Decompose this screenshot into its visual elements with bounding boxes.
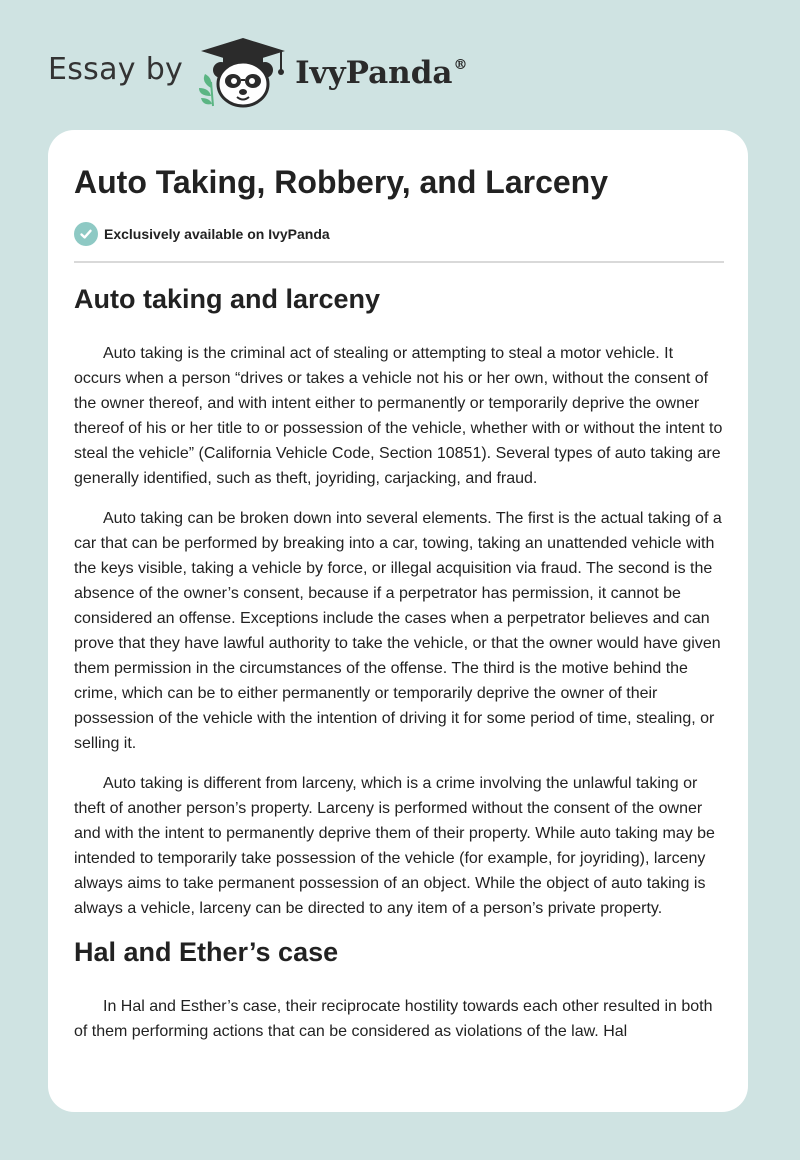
paragraph: Auto taking is the criminal act of stealing or attempting to steal a motor vehicle. It occurs when a person “drives or takes a vehicle not his or her own, without the consent of the owner thereof, and with intent either to permanently or temporarily deprive the owner thereof of his or her title to or possession of the vehicle, whether with or without the intent to steal the vehicle” (California Vehicle Code, Section 10851). Several types of auto taking are generally identified, such as theft, joyriding, carjacking, and fraud. xyxy=(74,345,723,487)
divider xyxy=(74,261,724,263)
paragraph: In Hal and Esther’s case, their reciprocate hostility towards each other resulted in both of them performing actions that can be considered as violations of the law. Hal xyxy=(74,998,713,1040)
brand-name[interactable]: IvyPanda® xyxy=(295,55,468,91)
essay-body xyxy=(74,278,724,1059)
section-heading: Auto taking and larceny xyxy=(74,284,381,314)
page-title: Auto Taking, Robbery, and Larceny xyxy=(74,164,608,200)
exclusive-badge xyxy=(74,222,330,246)
site-header xyxy=(48,36,468,108)
paragraph: Auto taking can be broken down into several elements. The first is the actual taking of a car that can be performed by breaking into a car, towing, taking an unattended vehicle with the keys visible, taking a vehicle by force, or illegal acquisition via fraud. The second is the absence of the owner’s consent, because if a perpetrator has permission, it cannot be considered an offense. Exceptions include the cases when a perpetrator believes and can prove that they have lawful authority to take the vehicle, or that the owner would have given them permission in the circumstances of the offense. The third is the motive behind the crime, which can be to either permanently or temporarily deprive the owner of their possession of the vehicle with the intention of driving it for some period of time, stealing, or selling it. xyxy=(74,510,722,752)
section-heading: Hal and Ether’s case xyxy=(74,937,339,967)
registered-mark: ® xyxy=(453,57,468,73)
essay-by-label: Essay by xyxy=(48,51,184,87)
check-circle-icon xyxy=(74,222,98,246)
essay-card xyxy=(48,130,748,1112)
paragraph: Auto taking is different from larceny, which is a crime involving the unlawful taking or theft of another person’s property. Larceny is performed without the consent of the owner and with the intent to permanently deprive them of their property. While auto taking may be intended to temporarily take possession of the vehicle (for example, for joyriding), larceny always aims to take permanent possession of an object. While the object of auto taking is always a vehicle, larceny can be directed to any item of a person’s private property. xyxy=(74,775,715,917)
exclusive-label: Exclusively available on IvyPanda xyxy=(104,226,330,242)
panda-graduate-icon[interactable] xyxy=(197,36,289,108)
